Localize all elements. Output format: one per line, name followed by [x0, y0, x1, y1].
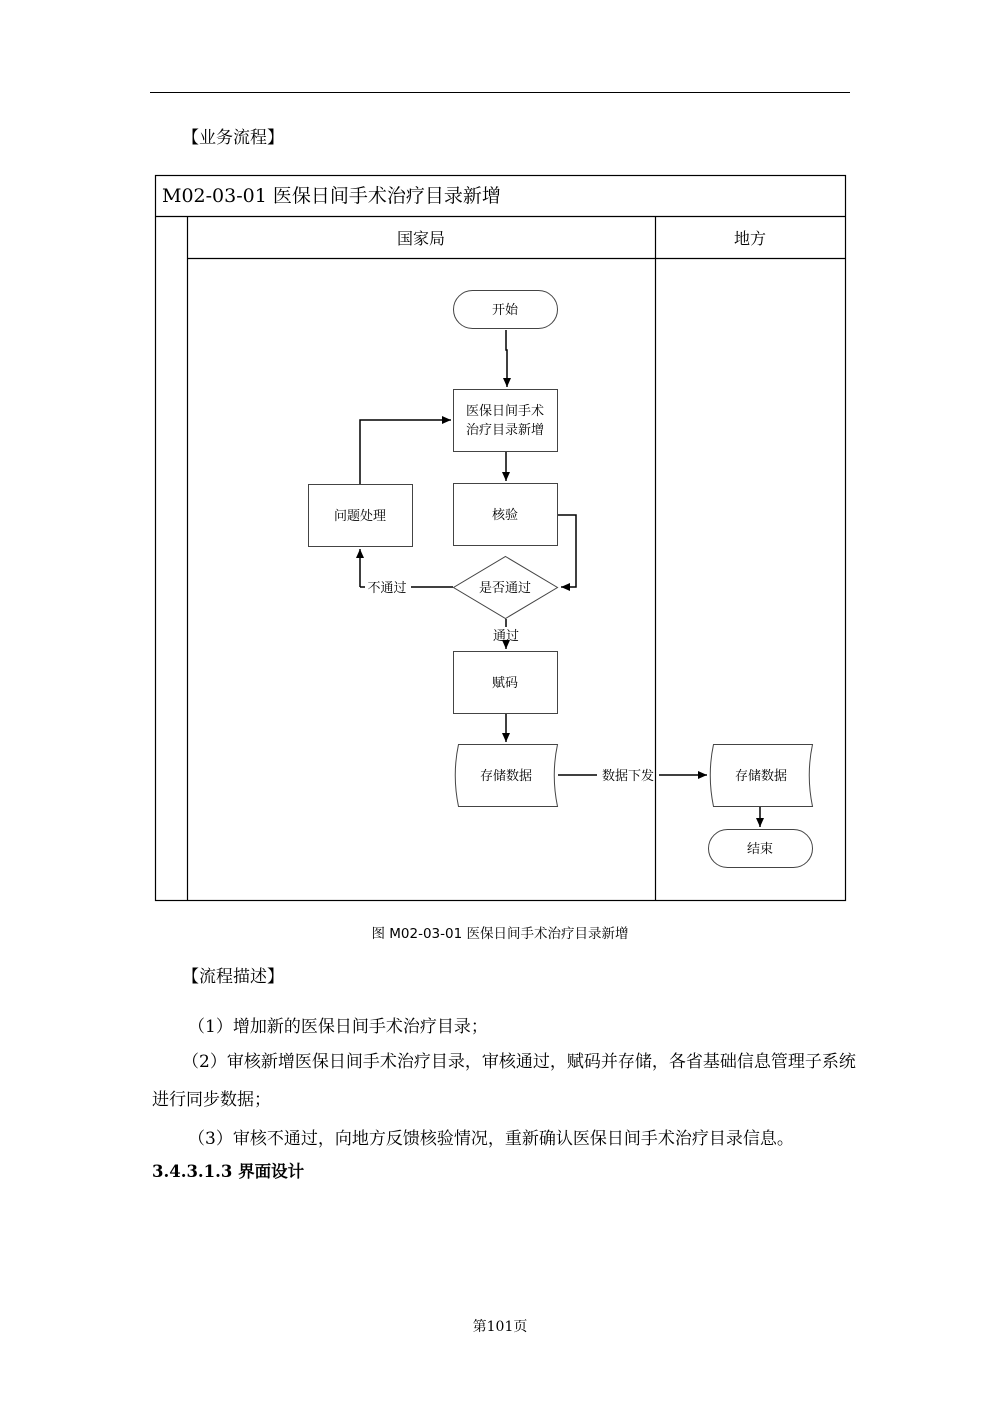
decision-label: 是否通过 [478, 581, 532, 596]
description-item-2: （2）审核新增医保日间手术治疗目录，审核通过，赋码并存储，各省基础信息管理子系统 [182, 1052, 856, 1072]
description-item-2-continued: 进行同步数据； [152, 1090, 271, 1110]
problem-handling-label: 问题处理 [333, 509, 387, 524]
lane-label-local: 地方 [733, 229, 767, 248]
diagram-title: M02-03-01 医保日间手术治疗目录新增 [162, 185, 501, 207]
store-data-national-label: 存储数据 [479, 769, 533, 784]
arrow-start-to-add [506, 330, 507, 387]
problem-handling-node [309, 485, 413, 547]
start-label: 开始 [491, 303, 519, 318]
edge-label-data-issue: 数据下发 [601, 769, 655, 784]
edge-label-not-pass: 不通过 [367, 581, 407, 596]
add-catalog-label-line1: 医保日间手术 [465, 404, 545, 419]
subsection-title: 3.4.3.1.3 界面设计 [152, 1162, 305, 1181]
add-catalog-label-line2: 治疗目录新增 [465, 423, 545, 438]
page-footer: 第101页 [472, 1319, 528, 1335]
lane-label-national: 国家局 [396, 229, 446, 248]
business-flow-heading: 【业务流程】 [182, 128, 284, 148]
decision-node [454, 557, 558, 619]
description-item-1: （1）增加新的医保日间手术治疗目录； [188, 1017, 488, 1037]
edge-label-pass: 通过 [492, 629, 520, 644]
start-node [454, 291, 558, 329]
verify-label: 核验 [491, 508, 519, 523]
store-data-local-label: 存储数据 [734, 769, 788, 784]
description-item-3: （3）审核不通过，向地方反馈核验情况，重新确认医保日间手术治疗目录信息。 [188, 1129, 794, 1149]
arrow-verify-to-decision [558, 515, 576, 587]
add-catalog-node [454, 390, 558, 452]
flow-description-heading: 【流程描述】 [182, 967, 284, 987]
assign-code-node [454, 652, 558, 714]
verify-node [454, 484, 558, 546]
store-data-local-node [710, 745, 812, 807]
assign-code-label: 赋码 [491, 676, 519, 691]
store-data-national-node [455, 745, 557, 807]
end-node [709, 830, 813, 868]
end-label: 结束 [746, 842, 774, 857]
figure-caption: 图 M02-03-01 医保日间手术治疗目录新增 [371, 926, 629, 942]
arrow-problem-to-add [360, 420, 451, 484]
